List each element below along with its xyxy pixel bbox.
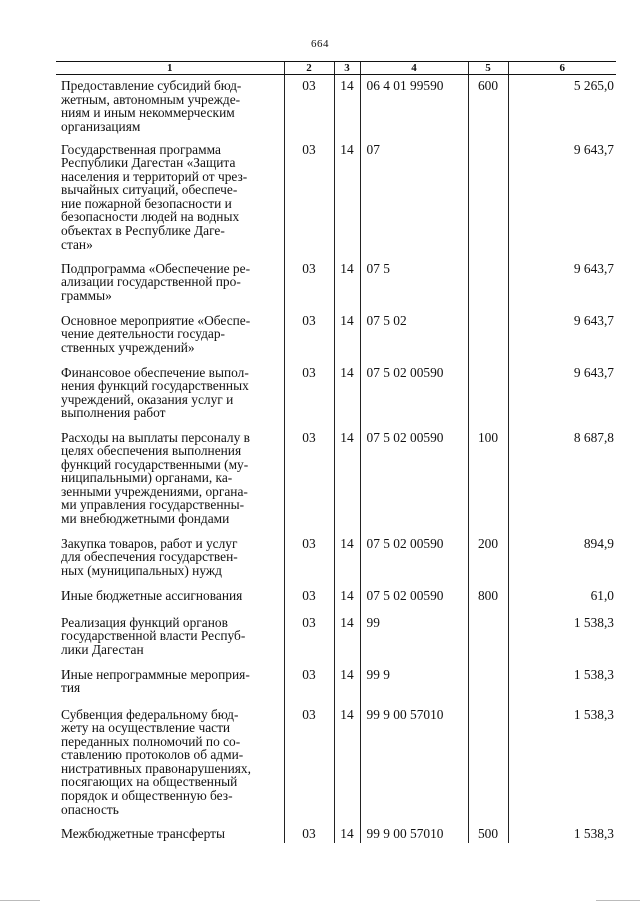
section-code-cell-text: 03 <box>302 260 316 276</box>
table-row <box>56 664 616 704</box>
amount-cell-text: 1 538,3 <box>573 706 614 722</box>
section-code-cell <box>284 533 334 585</box>
row-name-cell-text: Иные бюджетные ассигнования <box>61 587 243 603</box>
target-article-cell <box>360 75 468 139</box>
target-article-cell-text: 07 5 02 <box>366 312 407 328</box>
subsection-code-cell <box>334 585 360 612</box>
target-article-cell-text: 06 4 01 99590 <box>366 78 444 93</box>
section-code-cell-text: 03 <box>302 825 316 841</box>
amount-cell <box>508 823 616 844</box>
target-article-cell-text: 07 5 02 00590 <box>366 587 444 603</box>
column-header: 1 <box>56 62 284 75</box>
amount-cell-text: 9 643,7 <box>573 364 614 380</box>
subsection-code-cell <box>334 704 360 823</box>
amount-cell-text: 5 265,0 <box>573 78 614 93</box>
row-name-cell <box>56 612 284 664</box>
row-name-cell-text: Расходы на выплаты персоналу в целях обеспечения выполнения функций государственными (му- ниципальными) органами, ка- зенными учреждениями, органа- ми управления государственны- ми внебюджетными фондами <box>61 429 250 527</box>
subsection-code-cell <box>334 75 360 139</box>
table-row <box>56 310 616 362</box>
row-name-cell <box>56 704 284 823</box>
target-article-cell <box>360 612 468 664</box>
table-body <box>56 75 616 844</box>
subsection-code-cell-text: 14 <box>340 429 354 445</box>
expense-type-cell-text: 200 <box>477 535 499 551</box>
target-article-cell <box>360 139 468 258</box>
section-code-cell-text: 03 <box>302 587 316 603</box>
expense-type-cell-text: 500 <box>477 825 499 841</box>
target-article-cell <box>360 823 468 844</box>
section-code-cell <box>284 585 334 612</box>
section-code-cell <box>284 310 334 362</box>
row-name-cell <box>56 585 284 612</box>
subsection-code-cell-text: 14 <box>340 78 354 93</box>
target-article-cell <box>360 362 468 427</box>
target-article-cell-text: 07 5 02 00590 <box>366 364 444 380</box>
row-name-cell <box>56 533 284 585</box>
subsection-code-cell <box>334 664 360 704</box>
row-name-cell-text: Предоставление субсидий бюд- жетным, автономным учрежде- ниям и иным некоммерческим организациям <box>61 78 242 134</box>
amount-cell-text: 894,9 <box>583 535 614 551</box>
amount-cell <box>508 612 616 664</box>
subsection-code-cell <box>334 362 360 427</box>
amount-cell <box>508 75 616 139</box>
subsection-code-cell <box>334 823 360 844</box>
section-code-cell-text: 03 <box>302 614 316 630</box>
table-row <box>56 612 616 664</box>
target-article-cell <box>360 310 468 362</box>
section-code-cell <box>284 612 334 664</box>
expense-type-cell <box>468 533 508 585</box>
amount-cell-text: 1 538,3 <box>573 614 614 630</box>
expense-type-cell <box>468 362 508 427</box>
subsection-code-cell-text: 14 <box>340 141 354 157</box>
table-row <box>56 704 616 823</box>
expense-type-cell <box>468 139 508 258</box>
section-code-cell <box>284 139 334 258</box>
amount-cell <box>508 362 616 427</box>
row-name-cell <box>56 75 284 139</box>
target-article-cell-text: 07 5 02 00590 <box>366 535 444 551</box>
target-article-cell-text: 99 9 00 57010 <box>366 825 444 841</box>
target-article-cell-text: 99 <box>366 614 380 630</box>
amount-cell-text: 9 643,7 <box>573 260 614 276</box>
amount-cell-text: 1 538,3 <box>573 825 614 841</box>
column-header: 6 <box>508 62 616 75</box>
section-code-cell-text: 03 <box>302 364 316 380</box>
section-code-cell-text: 03 <box>302 141 316 157</box>
column-header: 5 <box>468 62 508 75</box>
subsection-code-cell <box>334 427 360 533</box>
amount-cell <box>508 139 616 258</box>
section-code-cell <box>284 704 334 823</box>
amount-cell-text: 9 643,7 <box>573 312 614 328</box>
column-header: 2 <box>284 62 334 75</box>
column-header: 4 <box>360 62 468 75</box>
subsection-code-cell <box>334 533 360 585</box>
expense-type-cell-text: 600 <box>477 78 499 93</box>
row-name-cell <box>56 258 284 310</box>
budget-table <box>56 61 616 843</box>
subsection-code-cell <box>334 139 360 258</box>
section-code-cell-text: 03 <box>302 78 316 93</box>
target-article-cell <box>360 533 468 585</box>
row-name-cell <box>56 139 284 258</box>
row-name-cell <box>56 664 284 704</box>
section-code-cell-text: 03 <box>302 535 316 551</box>
table-row <box>56 427 616 533</box>
amount-cell <box>508 427 616 533</box>
target-article-cell-text: 07 <box>366 141 380 157</box>
section-code-cell <box>284 664 334 704</box>
row-name-cell-text: Субвенция федеральному бюд- жету на осуществление части переданных полномочий по со- ставлению протоколов об адми- нистративных правонарушениях, посягающих на общественный порядок и общественную без- опасность <box>61 706 251 817</box>
row-name-cell <box>56 823 284 844</box>
amount-cell <box>508 704 616 823</box>
subsection-code-cell-text: 14 <box>340 364 354 380</box>
row-name-cell <box>56 310 284 362</box>
section-code-cell <box>284 823 334 844</box>
target-article-cell <box>360 704 468 823</box>
table-row <box>56 75 616 139</box>
subsection-code-cell <box>334 310 360 362</box>
amount-cell <box>508 533 616 585</box>
section-code-cell-text: 03 <box>302 666 316 682</box>
expense-type-cell <box>468 310 508 362</box>
section-code-cell <box>284 75 334 139</box>
row-name-cell-text: Подпрограмма «Обеспечение ре- ализации государственной про- граммы» <box>61 260 251 303</box>
scan-edge-mark <box>0 900 40 901</box>
target-article-cell-text: 99 9 <box>366 666 390 682</box>
table-row <box>56 823 616 844</box>
row-name-cell-text: Межбюджетные трансферты <box>61 825 225 841</box>
row-name-cell-text: Государственная программа Республики Дагестан «Защита населения и территорий от чрез- вычайных ситуаций, обеспече- ние пожарной безопасности и безопасности людей на водных объектах в Республике Даге- стан» <box>61 141 248 252</box>
row-name-cell-text: Финансовое обеспечение выпол- нения функций государственных учреждений, оказания услуг и выполнения работ <box>61 364 249 421</box>
table-row <box>56 139 616 258</box>
scan-edge-mark <box>596 900 640 901</box>
row-name-cell-text: Закупка товаров, работ и услуг для обеспечения государствен- ных (муниципальных) нужд <box>61 535 238 578</box>
subsection-code-cell-text: 14 <box>340 260 354 276</box>
amount-cell-text: 61,0 <box>590 587 614 603</box>
table-row <box>56 362 616 427</box>
subsection-code-cell-text: 14 <box>340 825 354 841</box>
expense-type-cell <box>468 585 508 612</box>
column-header: 3 <box>334 62 360 75</box>
section-code-cell-text: 03 <box>302 706 316 722</box>
target-article-cell <box>360 427 468 533</box>
expense-type-cell <box>468 664 508 704</box>
subsection-code-cell-text: 14 <box>340 312 354 328</box>
amount-cell <box>508 664 616 704</box>
target-article-cell-text: 07 5 <box>366 260 390 276</box>
amount-cell-text: 1 538,3 <box>573 666 614 682</box>
target-article-cell <box>360 258 468 310</box>
expense-type-cell <box>468 258 508 310</box>
row-name-cell-text: Основное мероприятие «Обеспе- чение деятельности государ- ственных учреждений» <box>61 312 251 355</box>
row-name-cell-text: Иные непрограммные мероприя- тия <box>61 666 250 696</box>
section-code-cell-text: 03 <box>302 312 316 328</box>
subsection-code-cell-text: 14 <box>340 587 354 603</box>
table-header-row <box>56 62 616 75</box>
subsection-code-cell-text: 14 <box>340 666 354 682</box>
section-code-cell <box>284 362 334 427</box>
amount-cell-text: 8 687,8 <box>573 429 614 445</box>
page-number: 664 <box>311 38 329 50</box>
amount-cell <box>508 310 616 362</box>
table-row <box>56 258 616 310</box>
amount-cell <box>508 585 616 612</box>
expense-type-cell-text: 800 <box>477 587 499 603</box>
amount-cell <box>508 258 616 310</box>
expense-type-cell <box>468 704 508 823</box>
target-article-cell-text: 07 5 02 00590 <box>366 429 444 445</box>
table-row <box>56 533 616 585</box>
target-article-cell <box>360 664 468 704</box>
expense-type-cell-text: 100 <box>477 429 499 445</box>
table-row <box>56 585 616 612</box>
row-name-cell <box>56 427 284 533</box>
expense-type-cell <box>468 75 508 139</box>
expense-type-cell <box>468 823 508 844</box>
subsection-code-cell-text: 14 <box>340 535 354 551</box>
section-code-cell <box>284 258 334 310</box>
subsection-code-cell <box>334 258 360 310</box>
target-article-cell <box>360 585 468 612</box>
section-code-cell-text: 03 <box>302 429 316 445</box>
target-article-cell-text: 99 9 00 57010 <box>366 706 444 722</box>
row-name-cell <box>56 362 284 427</box>
row-name-cell-text: Реализация функций органов государственной власти Респуб- лики Дагестан <box>61 614 246 657</box>
subsection-code-cell-text: 14 <box>340 614 354 630</box>
expense-type-cell <box>468 612 508 664</box>
expense-type-cell <box>468 427 508 533</box>
subsection-code-cell <box>334 612 360 664</box>
amount-cell-text: 9 643,7 <box>573 141 614 157</box>
section-code-cell <box>284 427 334 533</box>
subsection-code-cell-text: 14 <box>340 706 354 722</box>
